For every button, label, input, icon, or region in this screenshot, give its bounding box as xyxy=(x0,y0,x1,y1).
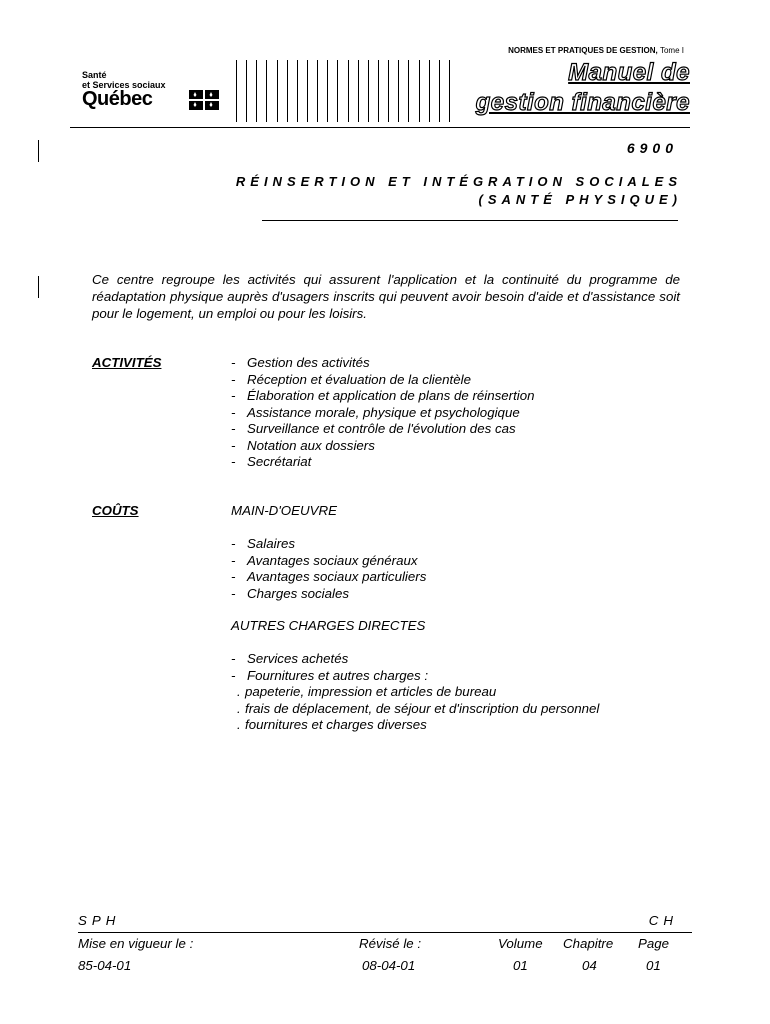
effective-date: 85-04-01 xyxy=(78,958,132,973)
title-line-1: RÉINSERTION ET INTÉGRATION SOCIALES xyxy=(235,174,682,189)
series-tome: Tome I xyxy=(659,46,684,55)
page-value: 01 xyxy=(646,958,661,973)
intro-paragraph: Ce centre regroupe les activités qui assurent l'application et la continuité du programme de réadaptation physique auprès d'usagers inscrits qui peuvent avoir besoin d'aide et d'assistance soit pour le logement, un emploi ou pour les loisirs. xyxy=(92,272,680,321)
fleur-de-lis-flag-icon xyxy=(189,90,219,110)
list-item: - Salaires xyxy=(231,536,426,553)
manual-title xyxy=(470,58,690,118)
logo-name: Québec xyxy=(82,88,153,110)
series-line xyxy=(508,46,684,55)
document-code: 6900 xyxy=(626,140,678,156)
footer-right-code: CH xyxy=(648,913,678,928)
autres-charges-heading: AUTRES CHARGES DIRECTES xyxy=(231,618,426,633)
header-divider xyxy=(70,127,690,128)
list-item: - Assistance morale, physique et psychologique xyxy=(231,405,535,422)
revised-label: Révisé le : xyxy=(359,936,422,951)
volume-value: 01 xyxy=(513,958,528,973)
list-item: - Surveillance et contrôle de l'évolution des cas xyxy=(231,421,535,438)
list-item: - Charges sociales xyxy=(231,586,426,603)
list-item: - Élaboration et application de plans de réinsertion xyxy=(231,388,535,405)
decorative-bars xyxy=(236,60,450,122)
revised-date: 08-04-01 xyxy=(362,958,416,973)
document-title xyxy=(236,173,682,209)
list-item: - Notation aux dossiers xyxy=(231,438,535,455)
couts-heading: COÛTS xyxy=(92,503,139,518)
title-line-2: (SANTÉ PHYSIQUE) xyxy=(478,192,682,207)
logo-line-1: Santé xyxy=(82,70,107,80)
list-item: - Réception et évaluation de la clientèle xyxy=(231,372,535,389)
footer-divider xyxy=(78,932,692,933)
list-item: - Secrétariat xyxy=(231,454,535,471)
main-oeuvre-list xyxy=(231,536,426,602)
list-item: - Avantages sociaux particuliers xyxy=(231,569,426,586)
revision-bar xyxy=(38,140,39,162)
list-item: - Services achetés xyxy=(231,651,599,668)
activites-heading: ACTIVITÉS xyxy=(92,355,162,370)
series-label: NORMES ET PRATIQUES DE GESTION, xyxy=(508,46,658,55)
chapter-label: Chapitre xyxy=(563,936,614,951)
main-oeuvre-heading: MAIN-D'OEUVRE xyxy=(231,503,337,518)
list-item: - Gestion des activités xyxy=(231,355,535,372)
quebec-logo xyxy=(82,70,232,114)
revision-bar xyxy=(38,276,39,298)
title-divider xyxy=(262,220,678,221)
volume-label: Volume xyxy=(498,936,543,951)
autres-charges-list xyxy=(231,651,599,734)
list-item: - Fournitures et autres charges : xyxy=(231,668,599,685)
footer-left-code: SPH xyxy=(78,913,121,928)
manual-title-line-1: Manuel de xyxy=(568,59,690,86)
sub-list-item: . fournitures et charges diverses xyxy=(231,717,599,734)
chapter-value: 04 xyxy=(582,958,597,973)
effective-label: Mise en vigueur le : xyxy=(78,936,194,951)
logo-line-2: et Services sociaux xyxy=(82,80,166,90)
manual-title-line-2: gestion financière xyxy=(475,89,690,116)
list-item: - Avantages sociaux généraux xyxy=(231,553,426,570)
page-label: Page xyxy=(638,936,670,951)
sub-list-item: . papeterie, impression et articles de bureau xyxy=(231,684,599,701)
activites-list xyxy=(231,355,535,471)
sub-list-item: . frais de déplacement, de séjour et d'inscription du personnel xyxy=(231,701,599,718)
